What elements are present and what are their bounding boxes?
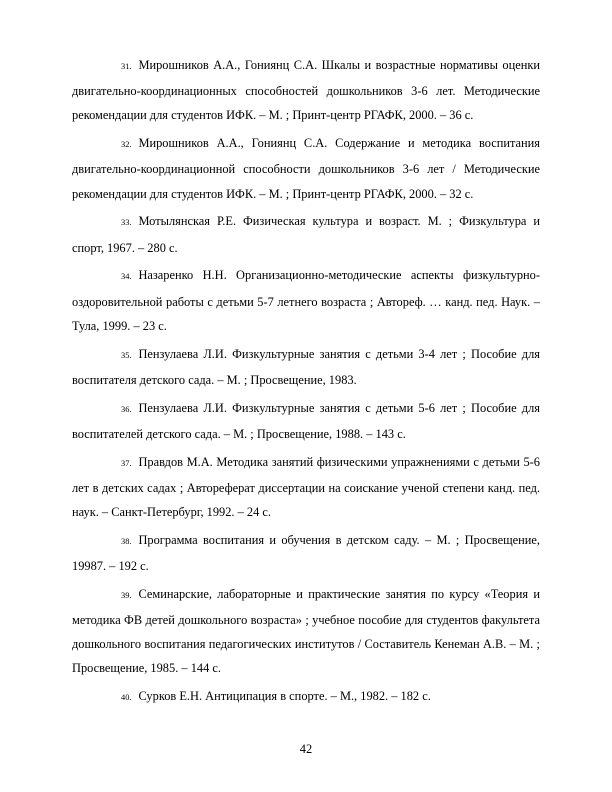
reference-item [72,396,540,446]
reference-text: Пензулаева Л.И. Физкультурные занятия с детьми 3-4 лет ; Пособие для воспитателя детского сада. – М. ; Просвещение, 1983. [72,346,540,387]
reference-item [72,53,540,128]
reference-number: 38. [121,536,132,546]
reference-item [72,342,540,392]
reference-number: 39. [121,590,132,600]
reference-item [72,450,540,525]
reference-number: 34. [121,272,132,282]
reference-number: 36. [121,404,132,414]
page-number: 42 [299,742,313,756]
reference-item [72,582,540,681]
reference-number: 33. [121,218,132,228]
reference-text: Семинарские, лабораторные и практические занятия по курсу «Теория и методика ФВ детей дошкольного возраста» ; учебное пособие для студентов факультета дошкольного воспитания педагогических институтов / Составитель Кенеман А.В. – М. ; Просвещение, 1985. – 144 с. [72,586,540,676]
reference-item [72,131,540,206]
reference-number: 40. [121,693,132,703]
reference-text: Пензулаева Л.И. Физкультурные занятия с детьми 5-6 лет ; Пособие для воспитателей детского сада. – М. ; Просвещение, 1988. – 143 с. [72,400,540,441]
reference-number: 32. [121,140,132,150]
reference-text: Мотылянская Р.Е. Физическая культура и возраст. М. ; Физкультура и спорт, 1967. – 280 с. [72,214,540,255]
reference-text: Программа воспитания и обучения в детском саду. – М. ; Просвещение, 19987. – 192 с. [72,532,540,574]
reference-text: Правдов М.А. Методика занятий физическими упражнениями с детьми 5-6 лет в детских садах ; Автореферат диссертации на соискание ученой степени канд. пед. наук. – Санкт-Петербург, 1992. – 24 с. [72,454,540,520]
reference-item [72,263,540,338]
reference-number: 31. [121,62,132,71]
reference-item [72,209,540,259]
reference-item [72,528,540,578]
reference-number: 37. [121,458,132,468]
reference-text: Назаренко Н.Н. Организационно-методические аспекты физкультурно-оздоровительной работы с детьми 5-7 летнего возраста ; Автореф. … канд. пед. Наук. – Тула, 1999. – 23 с. [72,268,540,333]
reference-number: 35. [121,350,132,360]
reference-list [72,53,540,714]
reference-item [72,684,540,710]
reference-text: Сурков Е.Н. Антиципация в спорте. – М., 1982. – 182 с. [138,689,431,704]
reference-text: Мирошников А.А., Гониянц С.А. Содержание и методика воспитания двигательно-координационной способности дошкольников 3-6 лет / Методические рекомендации для студентов ИФК. – М. ; Принт-центр РГАФК, 2000. – 32 с. [72,136,540,201]
reference-text: Мирошников А.А., Гониянц С.А. Шкалы и возрастные нормативы оценки двигательно-координационных способностей дошкольников 3-6 лет. Методические рекомендации для студентов ИФК. – М. ; Принт-центр РГАФК, 2000. – 36 с. [72,58,540,123]
